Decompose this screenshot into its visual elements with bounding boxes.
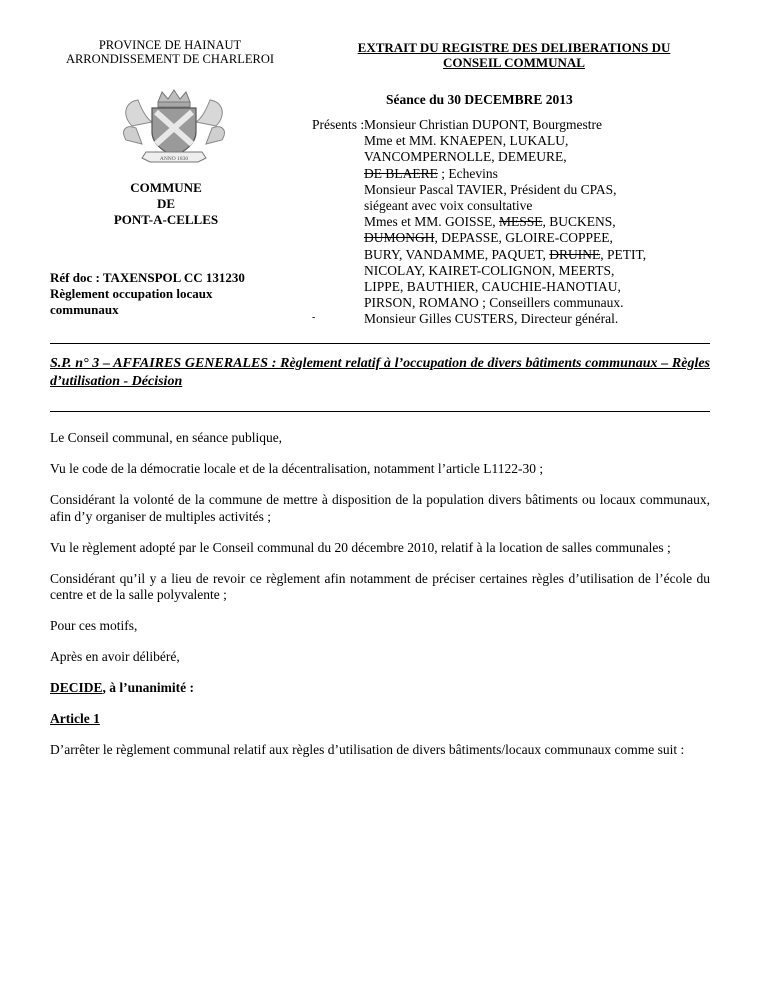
body-paragraph: Le Conseil communal, en séance publique, (50, 430, 283, 445)
divider-top (50, 343, 710, 344)
presents-line: DUMONGH, DEPASSE, GLOIRE-COPPEE, (364, 230, 613, 246)
presents-line: Monsieur Gilles CUSTERS, Directeur général. (364, 311, 619, 327)
agenda-subject: S.P. n° 3 – AFFAIRES GENERALES : Règlement relatif à l’occupation de divers bâtiments communaux – Règles d’utilisation - Décision (50, 356, 710, 389)
decide-word: DECIDE (50, 680, 103, 695)
presents-line: VANCOMPERNOLLE, DEMEURE, (364, 149, 567, 165)
province-header (40, 38, 300, 66)
presents-line: NICOLAY, KAIRET-COLIGNON, MEERTS, (364, 262, 615, 278)
reference-line2: Règlement occupation locaux (50, 286, 213, 301)
coat-of-arms-icon (112, 88, 236, 166)
province-line: PROVINCE DE HAINAUT (98, 38, 242, 52)
emblem-ribbon-text: ANNO 1830 (159, 156, 189, 162)
reference-line1: Réf doc : TAXENSPOL CC 131230 (50, 270, 245, 285)
document-reference (50, 270, 290, 318)
body-paragraph: Considérant la volonté de la commune de mettre à disposition de la population divers bâtiments ou locaux communaux, afin d’y organiser de multiples activités ; (50, 492, 710, 524)
presents-line: Mme et MM. KNAEPEN, LUKALU, (364, 133, 569, 149)
register-title (316, 40, 712, 70)
divider-bottom (50, 411, 710, 412)
presents-line: PIRSON, ROMANO ; Conseillers communaux. (364, 295, 624, 311)
article-heading: Article 1 (50, 711, 100, 726)
presents-line: Mmes et MM. GOISSE, MESSE, BUCKENS, (364, 214, 616, 230)
body-paragraph: Vu le règlement adopté par le Conseil communal du 20 décembre 2010, relatif à la location de salles communales ; (50, 539, 671, 555)
commune-line3: PONT-A-CELLES (113, 212, 219, 227)
body-paragraph: Pour ces motifs, (50, 618, 138, 633)
body-paragraph: Considérant qu’il y a lieu de revoir ce règlement afin notamment de préciser certaines règles d’utilisation de l’école du centre et de la salle polyvalente ; (50, 570, 710, 602)
presents-line: LIPPE, BAUTHIER, CAUCHIE-HANOTIAU, (364, 279, 621, 295)
arrondissement-line: ARRONDISSEMENT DE CHARLEROI (65, 52, 275, 66)
struck-name: DE BLAERE (364, 165, 438, 181)
presents-line: DE BLAERE ; Echevins (364, 165, 498, 181)
register-title-line2: CONSEIL COMMUNAL (443, 55, 585, 70)
commune-name (60, 180, 272, 228)
presents-list (364, 117, 714, 328)
deliberation-body (50, 430, 710, 773)
presents-line: BURY, VANDAMME, PAQUET, DRUINE, PETIT, (364, 246, 647, 262)
presents-label: Présents : (312, 117, 365, 132)
reference-line3: communaux (50, 302, 119, 317)
presents-line: siégeant avec voix consultative (364, 198, 533, 214)
body-paragraph: Vu le code de la démocratie locale et de la décentralisation, notamment l’article L1122-30 ; (50, 461, 544, 476)
commune-line1: COMMUNE (130, 180, 202, 195)
struck-name: DUMONGH (364, 230, 435, 246)
stray-mark: - (312, 312, 316, 323)
presents-line: Monsieur Christian DUPONT, Bourgmestre (364, 117, 602, 132)
body-paragraph: Après en avoir délibéré, (50, 649, 180, 664)
session-date: Séance du 30 DECEMBRE 2013 (386, 92, 573, 107)
commune-line2: DE (156, 196, 176, 211)
struck-name: DRUINE (549, 246, 601, 262)
body-paragraph: D’arrêter le règlement communal relatif aux règles d’utilisation de divers bâtiments/locaux communaux comme suit : (50, 742, 685, 757)
presents-line: Monsieur Pascal TAVIER, Président du CPAS, (364, 181, 617, 197)
struck-name: MESSE (499, 214, 543, 230)
decision-line: DECIDE, à l’unanimité : (50, 680, 195, 695)
register-title-line1: EXTRAIT DU REGISTRE DES DELIBERATIONS DU (357, 40, 671, 55)
